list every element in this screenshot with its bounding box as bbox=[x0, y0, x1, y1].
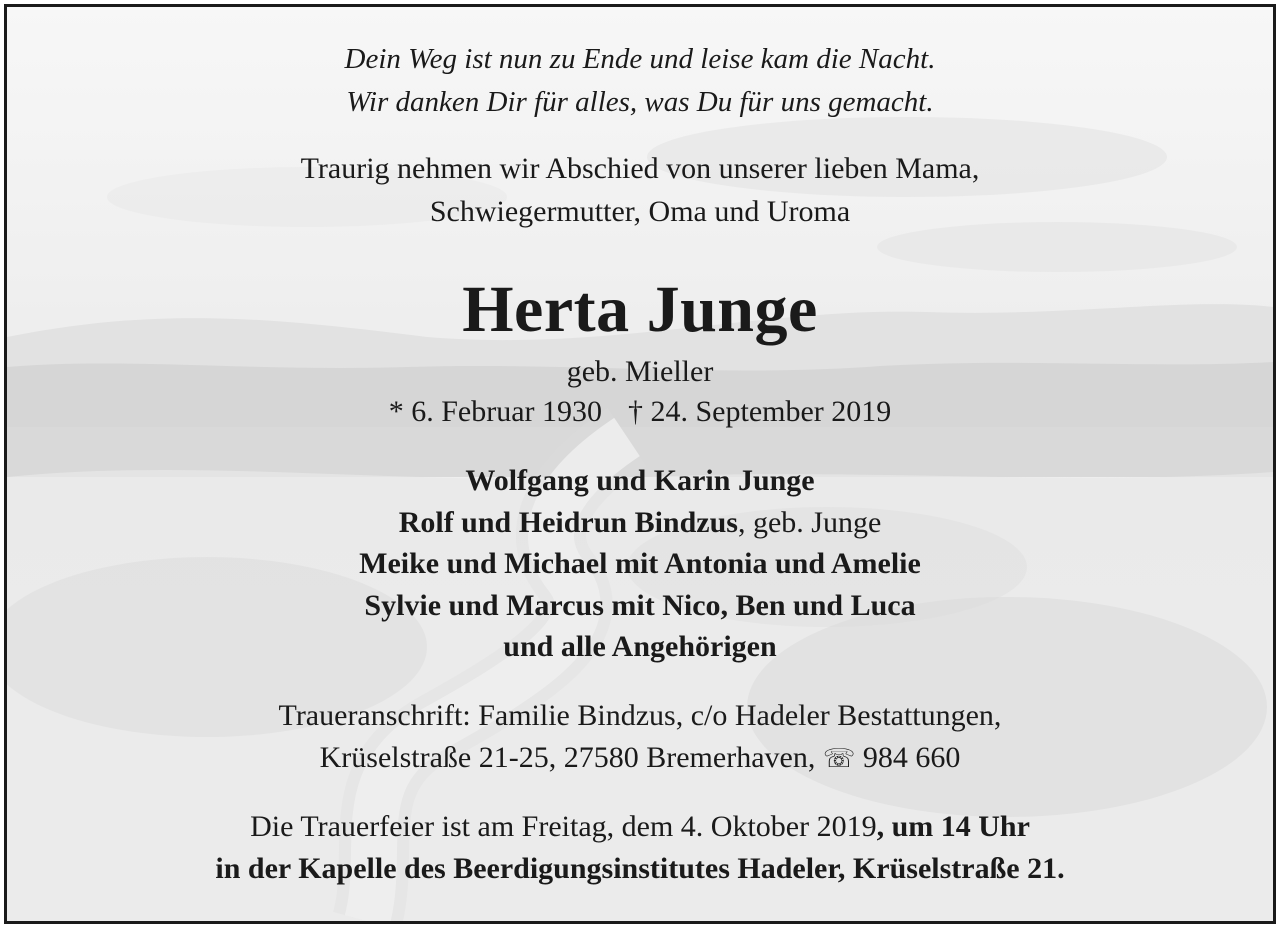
intro-line-2: Schwiegermutter, Oma und Uroma bbox=[429, 195, 851, 228]
notice-text bbox=[7, 7, 1273, 921]
family-line-2: Rolf und Heidrun Bindzus, geb. Junge bbox=[398, 506, 882, 539]
birth-date: * 6. Februar 1930 bbox=[388, 395, 602, 428]
verse-line-2: Wir danken Dir für alles, was Du für uns gemacht. bbox=[346, 86, 934, 118]
service-line-1: Die Trauerfeier ist am Freitag, dem 4. Oktober 2019, um 14 Uhr bbox=[250, 810, 1030, 843]
family-line-4: Sylvie und Marcus mit Nico, Ben und Luca bbox=[364, 589, 916, 622]
life-dates bbox=[7, 395, 1273, 429]
obituary-notice bbox=[4, 4, 1276, 924]
intro-line-1: Traurig nehmen wir Abschied von unserer lieben Mama, bbox=[300, 152, 980, 185]
telephone-icon: ☏ bbox=[822, 744, 856, 773]
deceased-name: Herta Junge bbox=[462, 273, 818, 346]
family-line-1: Wolfgang und Karin Junge bbox=[465, 464, 815, 497]
phone-number: 984 660 bbox=[862, 741, 961, 774]
family-line-3: Meike und Michael mit Antonia und Amelie bbox=[359, 547, 921, 580]
address-line-1: Traueranschrift: Familie Bindzus, c/o Hadeler Bestattungen, bbox=[278, 699, 1002, 732]
death-date: † 24. September 2019 bbox=[628, 395, 892, 428]
address-line-2: Krüselstraße 21-25, 27580 Bremerhaven, ☏ 984 660 bbox=[319, 741, 961, 774]
service-line-2: in der Kapelle des Beerdigungsinstitutes Hadeler, Krüselstraße 21. bbox=[215, 852, 1065, 885]
maiden-name: geb. Mieller bbox=[566, 355, 714, 388]
family-line-5: und alle Angehörigen bbox=[503, 630, 777, 663]
verse-line-1: Dein Weg ist nun zu Ende und leise kam die Nacht. bbox=[344, 43, 936, 75]
